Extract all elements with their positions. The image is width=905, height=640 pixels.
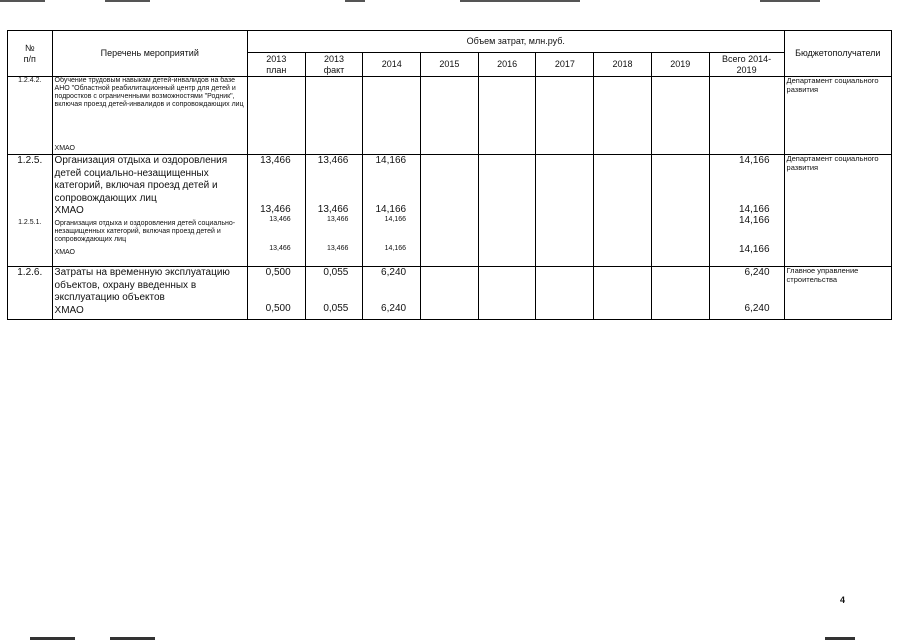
value: 13,466 [317, 203, 349, 215]
row-recipient: Департамент социального развития [784, 77, 891, 155]
value: 13,466 [317, 155, 349, 166]
header-list: Перечень мероприятий [52, 31, 247, 77]
value: 14,166 [375, 155, 407, 166]
row-num: 1.2.5. [17, 155, 43, 166]
row-num-sub: 1.2.5.1. [18, 218, 42, 226]
scan-edge-top-5 [760, 0, 820, 2]
row-recipient: Главное управление строительства [784, 267, 891, 320]
value: 13,466 [269, 245, 291, 253]
year-2018: 2018 [594, 53, 652, 77]
row-sub-label: ХМАО [54, 304, 84, 316]
header-row-1 [8, 31, 892, 53]
subrow-sub-label: ХМАО [54, 248, 76, 256]
cell-fact [305, 155, 363, 267]
value: 14,166 [384, 245, 407, 253]
row-num: 1.2.4.2. [8, 77, 53, 155]
header-recipient: Бюджетополучатели [784, 31, 891, 77]
cell-2014 [363, 267, 421, 320]
row-title: Затраты на временную эксплуатацию объектов, охрану введенных в эксплуатацию объектов [54, 267, 230, 303]
row-sub-label: ХМАО [54, 144, 76, 152]
value: 14,166 [384, 216, 407, 223]
row-sub-label: ХМАО [54, 205, 84, 216]
value: 6,240 [381, 267, 407, 278]
year-2017: 2017 [536, 53, 594, 77]
row-title-cell [52, 267, 247, 320]
value: 6,240 [381, 302, 407, 314]
page-number: 4 [839, 595, 845, 605]
subrow-title: Организация отдыха и оздоровления детей социально-незащищенных категорий, включая проезд детей и сопровождающих лиц [54, 219, 236, 243]
row-title-text: Обучение трудовым навыкам детей-инвалидов на базе АНО "Областной реабилитационный центр для детей и подростков с ограниченными возможностями "Родник", включая проезд детей-инвалидов и сопровождающих лиц [54, 77, 244, 109]
value: 0,055 [323, 267, 349, 278]
value: 14,166 [375, 203, 407, 215]
value: 13,466 [260, 155, 291, 166]
value: 13,466 [326, 216, 349, 223]
year-2015: 2015 [421, 53, 479, 77]
cell-total [709, 267, 784, 320]
table-row [8, 155, 892, 267]
year-2013-fact: 2013 факт [305, 53, 363, 77]
value: 14,166 [738, 243, 770, 255]
header-volume: Объем затрат, млн.руб. [247, 31, 784, 53]
row-num: 1.2.6. [8, 267, 53, 320]
year-2013-plan: 2013 план [247, 53, 305, 77]
value: 0,500 [265, 302, 291, 314]
expenses-table [7, 30, 892, 320]
cell-2014 [363, 155, 421, 267]
value: 14,166 [738, 203, 770, 215]
cell-total [709, 155, 784, 267]
value: 6,240 [744, 267, 770, 278]
value: 13,466 [326, 245, 349, 253]
cell-plan [247, 155, 305, 267]
value: 0,055 [323, 302, 349, 314]
year-2014: 2014 [363, 53, 421, 77]
scan-edge-top-2 [105, 0, 150, 2]
table-row [8, 77, 892, 155]
row-recipient: Департамент социального развития [784, 155, 891, 267]
row-title-cell [52, 155, 247, 267]
row-title [52, 77, 247, 155]
header-num: № п/п [8, 31, 53, 77]
scan-edge-top-3 [345, 0, 365, 2]
value: 14,166 [738, 215, 770, 226]
value: 6,240 [744, 302, 770, 314]
year-2016: 2016 [478, 53, 536, 77]
cell-fact [305, 267, 363, 320]
value: 13,466 [269, 216, 291, 223]
row-num-cell [8, 155, 53, 267]
scan-edge-top-4 [460, 0, 580, 2]
row-title: Организация отдыха и оздоровления детей социально-незащищенных категорий, включая проезд детей и сопровождающих лиц [54, 155, 228, 204]
table-row [8, 267, 892, 320]
value: 14,166 [738, 155, 770, 166]
value: 0,500 [265, 267, 291, 278]
year-total: Всего 2014- 2019 [709, 53, 784, 77]
scan-edge-top-1 [0, 0, 45, 2]
value: 13,466 [260, 203, 291, 215]
year-2019: 2019 [651, 53, 709, 77]
cell-plan [247, 267, 305, 320]
